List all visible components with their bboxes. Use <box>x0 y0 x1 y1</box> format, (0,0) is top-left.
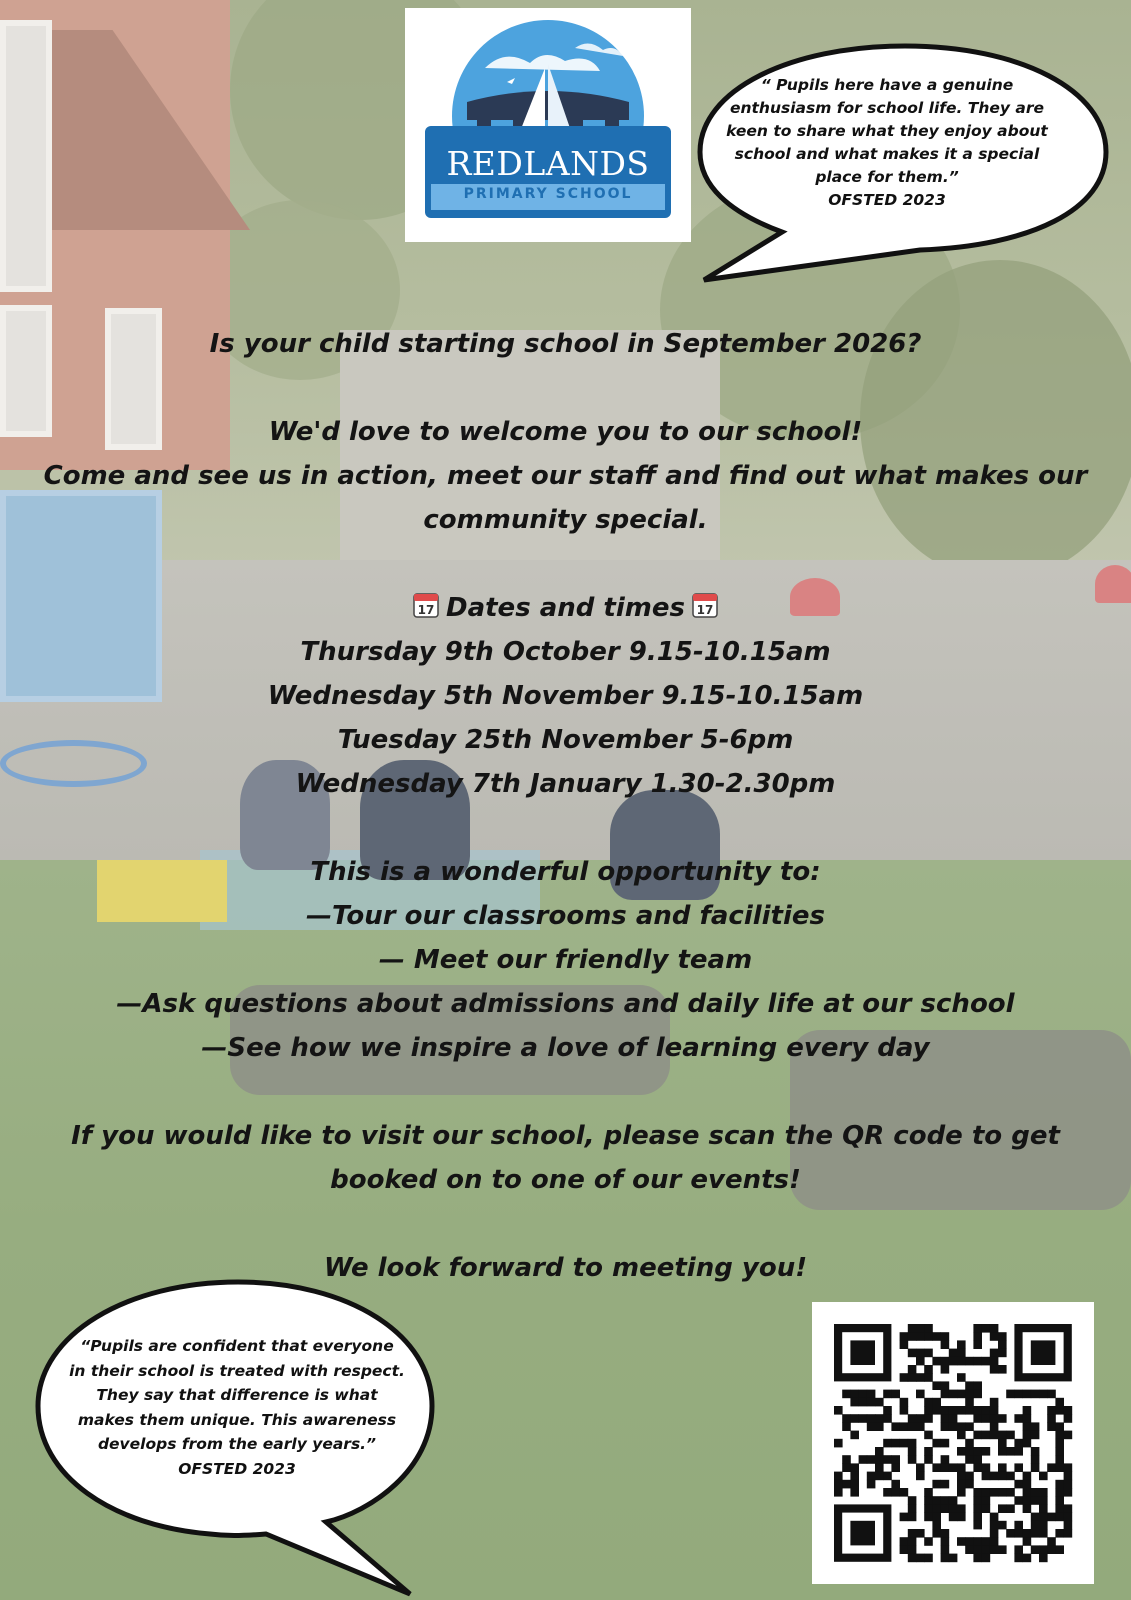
date-item: Wednesday 5th November 9.15-10.15am <box>267 681 864 711</box>
welcome-line: Come and see us in action, meet our staff and find out what makes our <box>43 461 1088 491</box>
headline: Is your child starting school in September 2026? <box>209 329 922 359</box>
opportunity-item: —Ask questions about admissions and daily life at our school <box>116 989 1015 1019</box>
svg-text:17: 17 <box>417 603 435 617</box>
welcome-line: community special. <box>423 505 708 535</box>
cta-line: If you would like to visit our school, please scan the QR code to get <box>71 1121 1060 1151</box>
logo-subtitle: PRIMARY SCHOOL <box>463 186 633 202</box>
school-logo <box>405 8 691 242</box>
logo-name: REDLANDS <box>446 144 650 183</box>
date-item: Thursday 9th October 9.15-10.15am <box>300 637 831 667</box>
qr-code-icon <box>812 1302 1094 1584</box>
quote-line: They say that difference is what <box>96 1386 378 1404</box>
quote-line: place for them.” <box>815 168 959 186</box>
welcome-line: We'd love to welcome you to our school! <box>268 417 863 447</box>
quote-source: OFSTED 2023 <box>178 1459 296 1478</box>
school-bridge-sail-logo <box>405 8 691 242</box>
ofsted-quote-top <box>712 74 1062 212</box>
opportunity-item: —Tour our classrooms and facilities <box>305 901 826 931</box>
main-content <box>0 322 1131 1290</box>
date-item: Tuesday 25th November 5-6pm <box>337 725 794 755</box>
cta-line: booked on to one of our events! <box>330 1165 801 1195</box>
opportunity-heading: This is a wonderful opportunity to: <box>310 857 821 887</box>
quote-line: “ Pupils here have a genuine <box>760 76 1014 94</box>
opportunity-item: —See how we inspire a love of learning every day <box>201 1033 930 1063</box>
dates-heading-row <box>0 586 1131 630</box>
opportunity-item: — Meet our friendly team <box>378 945 753 975</box>
calendar-icon <box>412 591 440 619</box>
quote-line: enthusiasm for school life. They are <box>729 99 1045 117</box>
quote-line: “Pupils are confident that everyone <box>80 1337 394 1355</box>
svg-text:17: 17 <box>696 603 714 617</box>
quote-line: school and what makes it a special <box>734 145 1040 163</box>
quote-line: in their school is treated with respect. <box>69 1361 405 1380</box>
calendar-icon <box>691 591 719 619</box>
quote-source: OFSTED 2023 <box>828 191 946 209</box>
closing-line: We look forward to meeting you! <box>323 1253 808 1283</box>
booking-qr-code[interactable] <box>812 1302 1094 1584</box>
quote-line: keen to share what they enjoy about <box>726 122 1048 140</box>
dates-heading: Dates and times <box>446 593 685 623</box>
ofsted-quote-bottom <box>52 1334 422 1481</box>
quote-line: makes them unique. This awareness <box>77 1410 397 1429</box>
date-item: Wednesday 7th January 1.30-2.30pm <box>295 769 836 799</box>
quote-line: develops from the early years.” <box>97 1435 377 1453</box>
